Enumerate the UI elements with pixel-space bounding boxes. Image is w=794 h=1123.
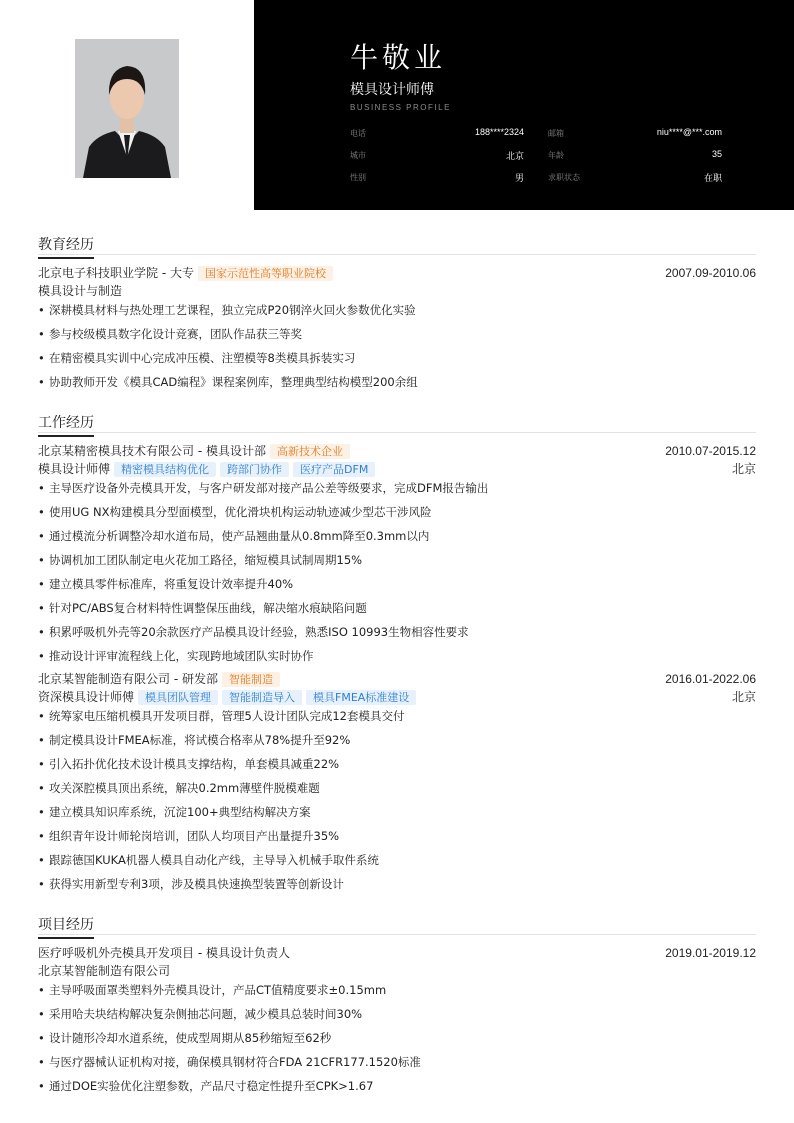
job-position: 资深模具设计师傅 (38, 690, 135, 704)
email-value: niu****@***.com (656, 127, 722, 137)
skill-tag: 模具团队管理 (138, 690, 218, 705)
skill-tag: 跨部门协作 (220, 462, 289, 477)
projects-divider (38, 934, 756, 935)
header-left-panel (0, 0, 254, 210)
email-label: 邮箱 (548, 129, 564, 138)
header-banner (254, 0, 794, 210)
job-period: 2016.01-2022.06 (665, 672, 756, 686)
business-profile-label: BUSINESS PROFILE (350, 103, 451, 112)
education-school-row (38, 265, 756, 281)
project-name-row (38, 945, 756, 961)
skill-tag: 模具FMEA标准建设 (306, 690, 416, 705)
project-name: 医疗呼吸机外壳模具开发项目 - 模具设计负责人 (38, 946, 290, 960)
work-divider (38, 432, 756, 433)
school-name: 北京电子科技职业学院 - 大专 (38, 266, 194, 280)
phone-value: 188****2324 (474, 127, 524, 137)
age-label: 年龄 (548, 151, 564, 160)
education-major-row (38, 283, 756, 299)
company-tag: 智能制造 (222, 672, 280, 687)
job-status-value: 在职 (703, 173, 722, 183)
gender-label: 性别 (350, 173, 366, 182)
job-position-row (38, 461, 756, 477)
work-title: 工作经历 (38, 412, 94, 437)
project-company: 北京某智能制造有限公司 (38, 964, 171, 978)
education-title: 教育经历 (38, 234, 94, 259)
gender-value: 男 (514, 173, 524, 183)
projects-section (38, 914, 756, 939)
skill-tag: 精密模具结构优化 (114, 462, 216, 477)
work-section (38, 412, 756, 437)
school-tag: 国家示范性高等职业院校 (198, 266, 333, 281)
job-position-row (38, 689, 756, 705)
major-name: 模具设计与制造 (38, 284, 123, 298)
skill-tag: 医疗产品DFM (293, 462, 375, 477)
city-value: 北京 (505, 151, 524, 161)
age-value: 35 (711, 149, 722, 159)
candidate-name: 牛敬业 (350, 41, 447, 74)
projects-title: 项目经历 (38, 914, 94, 939)
job-company-row (38, 671, 756, 687)
project-company-row (38, 963, 756, 979)
job-city: 北京 (731, 462, 756, 476)
job-position: 模具设计师傅 (38, 462, 111, 476)
education-section (38, 234, 756, 259)
phone-label: 电话 (350, 129, 366, 138)
candidate-role: 模具设计师傅 (350, 82, 434, 98)
job-status-label: 求职状态 (548, 173, 580, 182)
job-company: 北京某精密模具技术有限公司 - 模具设计部 (38, 444, 266, 458)
education-divider (38, 254, 756, 255)
job-company-row (38, 443, 756, 459)
education-period: 2007.09-2010.06 (665, 266, 756, 280)
project-period: 2019.01-2019.12 (665, 946, 756, 960)
profile-photo (75, 39, 179, 178)
skill-tag: 智能制造导入 (222, 690, 302, 705)
city-label: 城市 (350, 151, 366, 160)
job-company: 北京某智能制造有限公司 - 研发部 (38, 672, 218, 686)
job-city: 北京 (731, 690, 756, 704)
job-period: 2010.07-2015.12 (665, 444, 756, 458)
company-tag: 高新技术企业 (270, 444, 350, 459)
